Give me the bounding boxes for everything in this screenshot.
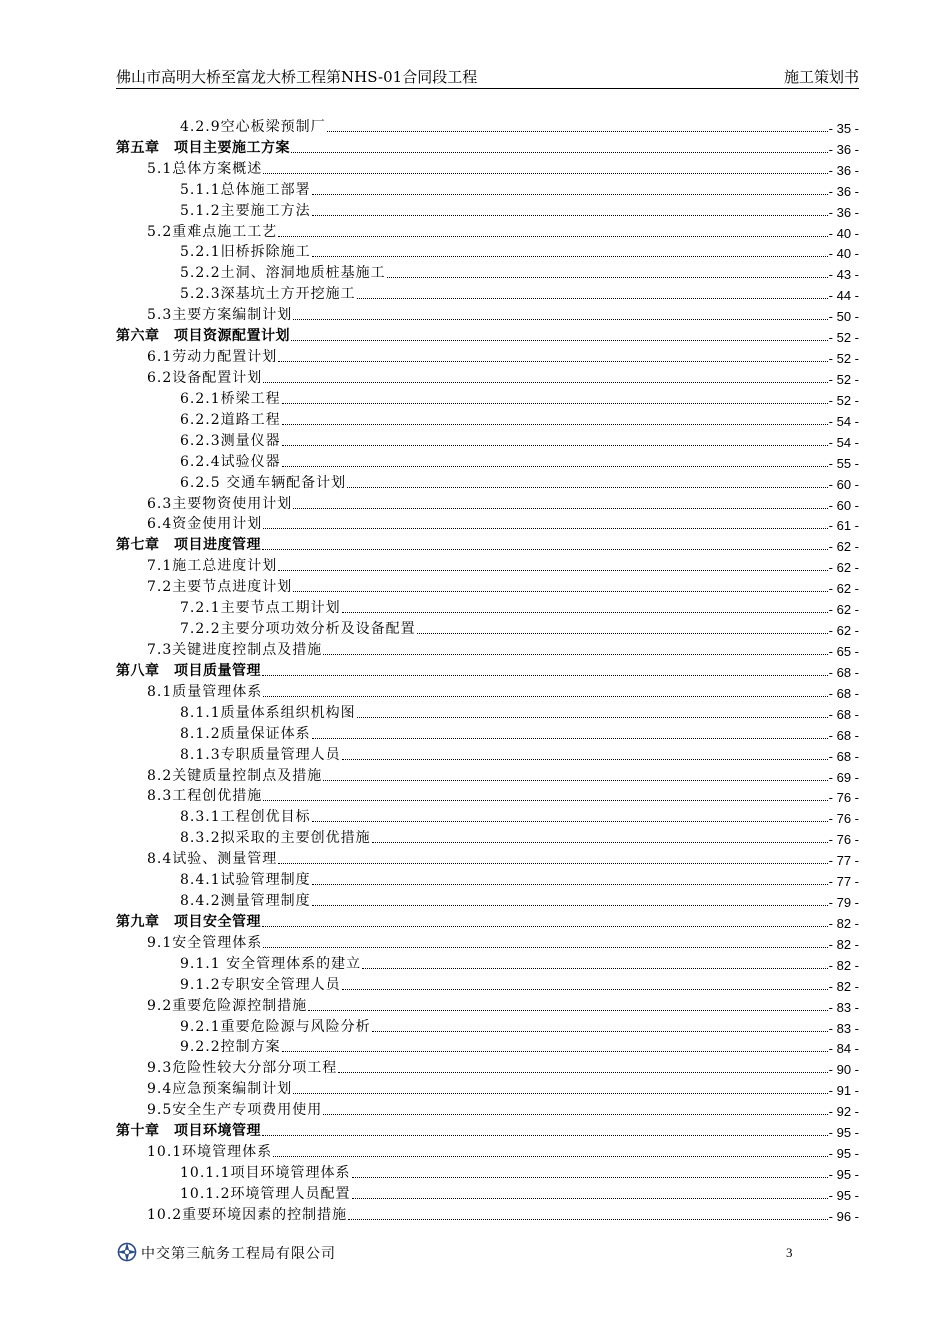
toc-entry-title: 8.3工程创优措施 [147, 788, 263, 805]
toc-entry-title: 6.1劳动力配置计划 [147, 349, 278, 366]
toc-dot-leader [282, 423, 828, 425]
toc-entry-title: 9.1.2专职安全管理人员 [180, 976, 341, 993]
toc-section-entry[interactable] [116, 366, 859, 387]
toc-subsection-entry[interactable] [116, 1182, 859, 1203]
toc-dot-leader [338, 1071, 827, 1073]
toc-subsection-entry[interactable] [116, 722, 859, 743]
toc-section-entry[interactable] [116, 1203, 859, 1224]
toc-entry-page: - 36 - [828, 162, 859, 178]
toc-dot-leader [278, 360, 827, 362]
toc-subsection-entry[interactable] [116, 471, 859, 492]
toc-dot-leader [312, 737, 828, 739]
toc-entry-title: 9.3危险性较大分部分项工程 [147, 1060, 338, 1077]
toc-entry-page: - 92 - [828, 1104, 859, 1120]
toc-entry-page: - 54 - [828, 434, 859, 450]
toc-dot-leader [352, 1176, 828, 1178]
toc-subsection-entry[interactable] [116, 1036, 859, 1057]
ccccc-logo-icon [116, 1241, 138, 1263]
toc-section-entry[interactable] [116, 994, 859, 1015]
toc-dot-leader [263, 946, 827, 948]
toc-subsection-entry[interactable] [116, 617, 859, 638]
toc-dot-leader [357, 716, 828, 718]
toc-dot-leader [342, 988, 828, 990]
toc-entry-page: - 65 - [828, 643, 859, 659]
toc-entry-title: 第八章 项目质量管理 [116, 662, 261, 679]
toc-entry-page: - 68 - [828, 706, 859, 722]
toc-dot-leader [263, 799, 827, 801]
toc-dot-leader [291, 339, 828, 341]
toc-entry-title: 第九章 项目安全管理 [116, 913, 261, 930]
toc-subsection-entry[interactable] [116, 1161, 859, 1182]
toc-subsection-entry[interactable] [116, 743, 859, 764]
toc-entry-page: - 69 - [828, 769, 859, 785]
toc-dot-leader [282, 402, 828, 404]
toc-entry-page: - 95 - [828, 1187, 859, 1203]
toc-entry-title: 10.1环境管理体系 [147, 1144, 273, 1161]
toc-dot-leader [293, 507, 827, 509]
toc-entry-title: 6.3主要物资使用计划 [147, 495, 293, 512]
table-of-contents [116, 115, 859, 1224]
toc-entry-page: - 76 - [828, 811, 859, 827]
toc-entry-page: - 96 - [828, 1208, 859, 1224]
toc-entry-title: 9.1安全管理体系 [147, 934, 263, 951]
toc-dot-leader [293, 590, 827, 592]
toc-dot-leader [342, 611, 828, 613]
toc-entry-page: - 62 - [828, 623, 859, 639]
toc-entry-page: - 82 - [828, 978, 859, 994]
footer-company-name: 中交第三航务工程局有限公司 [141, 1246, 336, 1262]
toc-entry-page: - 55 - [828, 455, 859, 471]
toc-subsection-entry[interactable] [116, 952, 859, 973]
toc-dot-leader [262, 1134, 828, 1136]
toc-entry-title: 9.5安全生产专项费用使用 [147, 1102, 323, 1119]
toc-chapter-entry[interactable] [116, 533, 859, 554]
toc-subsection-entry[interactable] [116, 387, 859, 408]
toc-entry-page: - 61 - [828, 518, 859, 534]
toc-section-entry[interactable] [116, 575, 859, 596]
toc-subsection-entry[interactable] [116, 596, 859, 617]
toc-section-entry[interactable] [116, 1056, 859, 1077]
toc-entry-title: 7.3关键进度控制点及措施 [147, 641, 323, 658]
toc-entry-title: 5.2.3深基坑土方开挖施工 [180, 286, 356, 303]
toc-dot-leader [282, 1050, 828, 1052]
toc-entry-page: - 36 - [828, 204, 859, 220]
toc-entry-title: 6.2.4试验仪器 [180, 453, 281, 470]
toc-dot-leader [262, 925, 828, 927]
toc-entry-page: - 68 - [828, 748, 859, 764]
toc-entry-page: - 77 - [828, 874, 859, 890]
toc-entry-page: - 82 - [828, 957, 859, 973]
toc-entry-title: 10.2重要环境因素的控制措施 [147, 1206, 348, 1223]
toc-dot-leader [262, 548, 828, 550]
toc-entry-title: 第五章 项目主要施工方案 [116, 139, 290, 156]
toc-section-entry[interactable] [116, 847, 859, 868]
toc-chapter-entry[interactable] [116, 659, 859, 680]
toc-subsection-entry[interactable] [116, 826, 859, 847]
toc-subsection-entry[interactable] [116, 450, 859, 471]
toc-dot-leader [357, 297, 828, 299]
toc-entry-title: 6.2.5 交通车辆配备计划 [180, 474, 347, 491]
toc-subsection-entry[interactable] [116, 261, 859, 282]
toc-dot-leader [323, 653, 827, 655]
toc-entry-title: 10.1.1项目环境管理体系 [180, 1165, 351, 1182]
toc-dot-leader [263, 695, 827, 697]
toc-entry-title: 6.2设备配置计划 [147, 369, 263, 386]
toc-entry-page: - 90 - [828, 1062, 859, 1078]
footer-page-number: 3 [786, 1245, 793, 1260]
toc-entry-title: 第六章 项目资源配置计划 [116, 328, 290, 345]
toc-entry-page: - 82 - [828, 915, 859, 931]
toc-dot-leader [308, 1009, 827, 1011]
toc-dot-leader [282, 465, 828, 467]
toc-entry-page: - 54 - [828, 413, 859, 429]
toc-entry-page: - 60 - [828, 476, 859, 492]
toc-entry-page: - 44 - [828, 288, 859, 304]
toc-entry-page: - 60 - [828, 497, 859, 513]
toc-dot-leader [372, 1030, 828, 1032]
toc-entry-title: 第七章 项目进度管理 [116, 537, 261, 554]
toc-entry-title: 5.1.2主要施工方法 [180, 202, 311, 219]
toc-dot-leader [263, 527, 827, 529]
toc-entry-page: - 50 - [828, 309, 859, 325]
toc-section-entry[interactable] [116, 1098, 859, 1119]
toc-dot-leader [293, 318, 827, 320]
toc-section-entry[interactable] [116, 931, 859, 952]
toc-entry-title: 9.4应急预案编制计划 [147, 1081, 293, 1098]
toc-entry-page: - 40 - [828, 225, 859, 241]
toc-subsection-entry[interactable] [116, 241, 859, 262]
toc-entry-title: 8.3.2拟采取的主要创优措施 [180, 830, 371, 847]
toc-entry-page: - 76 - [828, 832, 859, 848]
toc-entry-title: 7.2.2主要分项功效分析及设备配置 [180, 621, 416, 638]
toc-entry-title: 9.2.1重要危险源与风险分析 [180, 1018, 371, 1035]
toc-entry-page: - 68 - [828, 664, 859, 680]
toc-section-entry[interactable] [116, 554, 859, 575]
toc-subsection-entry[interactable] [116, 973, 859, 994]
toc-subsection-entry[interactable] [116, 868, 859, 889]
toc-section-entry[interactable] [116, 1077, 859, 1098]
toc-section-entry[interactable] [116, 680, 859, 701]
toc-subsection-entry[interactable] [116, 701, 859, 722]
toc-entry-page: - 35 - [828, 120, 859, 136]
toc-entry-page: - 76 - [828, 790, 859, 806]
header-document-type: 施工策划书 [783, 68, 859, 86]
toc-entry-title: 9.2重要危险源控制措施 [147, 997, 308, 1014]
toc-subsection-entry[interactable] [116, 805, 859, 826]
toc-entry-title: 8.1质量管理体系 [147, 683, 263, 700]
toc-entry-page: - 68 - [828, 727, 859, 743]
toc-entry-title: 8.3.1工程创优目标 [180, 809, 311, 826]
toc-entry-title: 5.2重难点施工工艺 [147, 223, 278, 240]
toc-dot-leader [312, 820, 828, 822]
toc-entry-page: - 62 - [828, 539, 859, 555]
toc-section-entry[interactable] [116, 303, 859, 324]
toc-subsection-entry[interactable] [116, 115, 859, 136]
toc-section-entry[interactable] [116, 785, 859, 806]
toc-subsection-entry[interactable] [116, 429, 859, 450]
toc-dot-leader [278, 235, 827, 237]
toc-entry-page: - 43 - [828, 267, 859, 283]
toc-section-entry[interactable] [116, 345, 859, 366]
page-footer [116, 1240, 816, 1266]
toc-dot-leader [417, 632, 828, 634]
toc-dot-leader [323, 779, 827, 781]
toc-dot-leader [362, 967, 828, 969]
toc-entry-title: 8.1.2质量保证体系 [180, 725, 311, 742]
toc-entry-title: 9.2.2控制方案 [180, 1039, 281, 1056]
toc-dot-leader [312, 214, 828, 216]
toc-entry-title: 5.3主要方案编制计划 [147, 307, 293, 324]
toc-dot-leader [342, 758, 828, 760]
toc-entry-page: - 84 - [828, 1041, 859, 1057]
toc-dot-leader [278, 862, 827, 864]
toc-entry-page: - 91 - [828, 1083, 859, 1099]
toc-entry-title: 5.1.1总体施工部署 [180, 181, 311, 198]
toc-entry-title: 6.2.3测量仪器 [180, 432, 281, 449]
toc-entry-title: 9.1.1 安全管理体系的建立 [180, 955, 362, 972]
toc-entry-page: - 95 - [828, 1146, 859, 1162]
toc-entry-page: - 83 - [828, 1020, 859, 1036]
page-header [116, 66, 859, 89]
toc-dot-leader [312, 255, 828, 257]
toc-section-entry[interactable] [116, 764, 859, 785]
toc-entry-title: 8.4.2测量管理制度 [180, 893, 311, 910]
toc-section-entry[interactable] [116, 157, 859, 178]
toc-dot-leader [312, 904, 828, 906]
toc-dot-leader [312, 883, 828, 885]
toc-chapter-entry[interactable] [116, 324, 859, 345]
toc-entry-title: 10.1.2环境管理人员配置 [180, 1185, 351, 1202]
toc-entry-title: 6.2.1桥梁工程 [180, 390, 281, 407]
toc-entry-title: 8.2关键质量控制点及措施 [147, 767, 323, 784]
toc-section-entry[interactable] [116, 1140, 859, 1161]
toc-dot-leader [278, 569, 827, 571]
header-project-title: 佛山市高明大桥至富龙大桥工程第NHS-01合同段工程 [116, 68, 478, 86]
toc-dot-leader [387, 276, 828, 278]
toc-entry-page: - 95 - [828, 1167, 859, 1183]
toc-entry-title: 7.2.1主要节点工期计划 [180, 600, 341, 617]
toc-chapter-entry[interactable] [116, 910, 859, 931]
toc-chapter-entry[interactable] [116, 136, 859, 157]
toc-dot-leader [273, 1155, 827, 1157]
toc-subsection-entry[interactable] [116, 178, 859, 199]
toc-entry-page: - 36 - [828, 141, 859, 157]
toc-subsection-entry[interactable] [116, 889, 859, 910]
toc-entry-title: 4.2.9空心板梁预制厂 [180, 118, 326, 135]
toc-dot-leader [323, 1113, 827, 1115]
toc-entry-page: - 52 - [828, 330, 859, 346]
toc-entry-title: 6.4资金使用计划 [147, 516, 263, 533]
toc-entry-page: - 68 - [828, 685, 859, 701]
toc-entry-page: - 83 - [828, 999, 859, 1015]
toc-entry-title: 5.1总体方案概述 [147, 160, 263, 177]
toc-dot-leader [263, 381, 827, 383]
toc-entry-title: 8.1.3专职质量管理人员 [180, 746, 341, 763]
toc-section-entry[interactable] [116, 492, 859, 513]
toc-dot-leader [312, 193, 828, 195]
toc-dot-leader [293, 1092, 827, 1094]
toc-entry-page: - 62 - [828, 560, 859, 576]
toc-entry-title: 8.4.1试验管理制度 [180, 872, 311, 889]
toc-section-entry[interactable] [116, 513, 859, 534]
toc-dot-leader [291, 151, 828, 153]
toc-entry-title: 5.2.2土洞、溶洞地质桩基施工 [180, 265, 386, 282]
toc-entry-page: - 95 - [828, 1125, 859, 1141]
toc-entry-title: 6.2.2道路工程 [180, 411, 281, 428]
toc-section-entry[interactable] [116, 220, 859, 241]
toc-dot-leader [348, 1218, 827, 1220]
toc-subsection-entry[interactable] [116, 1015, 859, 1036]
toc-entry-title: 5.2.1旧桥拆除施工 [180, 244, 311, 261]
toc-dot-leader [352, 1197, 828, 1199]
toc-subsection-entry[interactable] [116, 408, 859, 429]
toc-entry-title: 8.4试验、测量管理 [147, 851, 278, 868]
toc-dot-leader [282, 444, 828, 446]
toc-entry-page: - 77 - [828, 853, 859, 869]
toc-dot-leader [347, 486, 828, 488]
toc-chapter-entry[interactable] [116, 1119, 859, 1140]
toc-entry-page: - 40 - [828, 246, 859, 262]
toc-entry-title: 8.1.1质量体系组织机构图 [180, 704, 356, 721]
toc-entry-page: - 62 - [828, 581, 859, 597]
toc-dot-leader [263, 172, 827, 174]
toc-entry-title: 7.1施工总进度计划 [147, 558, 278, 575]
toc-entry-title: 7.2主要节点进度计划 [147, 579, 293, 596]
toc-dot-leader [372, 841, 828, 843]
toc-entry-page: - 79 - [828, 895, 859, 911]
toc-subsection-entry[interactable] [116, 282, 859, 303]
toc-entry-page: - 36 - [828, 183, 859, 199]
toc-dot-leader [262, 674, 828, 676]
toc-entry-page: - 52 - [828, 351, 859, 367]
toc-subsection-entry[interactable] [116, 199, 859, 220]
toc-entry-title: 第十章 项目环境管理 [116, 1123, 261, 1140]
toc-entry-page: - 52 - [828, 371, 859, 387]
toc-entry-page: - 62 - [828, 602, 859, 618]
toc-section-entry[interactable] [116, 638, 859, 659]
toc-dot-leader [327, 130, 828, 132]
toc-entry-page: - 52 - [828, 392, 859, 408]
toc-entry-page: - 82 - [828, 936, 859, 952]
